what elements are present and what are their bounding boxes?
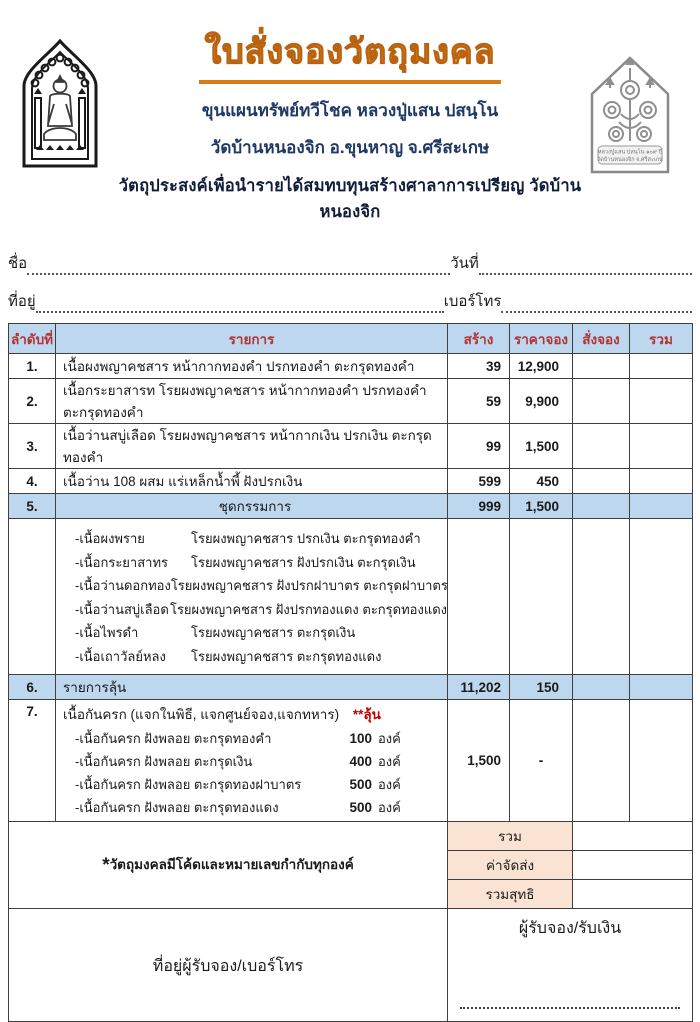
customer-info-section	[0, 225, 700, 313]
giveaway-title: เนื้อกันครก (แจกในพิธี, แจกศูนย์จอง,แจกทหาร)	[63, 707, 340, 722]
row-no-empty	[9, 519, 56, 675]
row-made: 11,202	[448, 675, 510, 700]
row-desc: เนื้อกระยาสารท โรยผงพญาคชสาร หน้ากากทองคำ ปรกทองคำ ตะกรุดทองคำ	[56, 379, 448, 424]
order-table	[8, 323, 693, 1022]
giveaway-item-name: -เนื้อกันครก ฝังพลอย ตะกรุดทองคำ	[75, 731, 272, 746]
list-item	[75, 598, 447, 622]
list-item	[75, 645, 447, 669]
set-item-desc: โรยผงพญาคชสาร ตะกรุดทองแดง	[191, 648, 382, 664]
list-item	[75, 574, 447, 598]
table-row	[9, 354, 693, 379]
row-price: 9,900	[510, 379, 573, 424]
col-header-total: รวม	[630, 324, 693, 354]
row-desc: เนื้อว่าน 108 ผสม แร่เหล็กน้ำพี้ ฝังปรกเงิน	[56, 469, 448, 494]
yantra-amulet-icon	[586, 54, 674, 178]
table-row-committee-set	[9, 494, 693, 519]
giveaway-item-name: -เนื้อกันครก ฝังพลอย ตะกรุดเงิน	[75, 754, 253, 769]
row-made: 99	[448, 424, 510, 469]
total-label: รวม	[448, 822, 573, 851]
row-no: 3.	[9, 424, 56, 469]
row-price-empty	[510, 519, 573, 675]
table-row-lucky-draw	[9, 675, 693, 700]
table-row	[9, 424, 693, 469]
page-title: ใบสั่งจองวัตถุมงคล	[199, 16, 502, 84]
col-header-order: สั่งจอง	[573, 324, 630, 354]
title-block	[118, 8, 582, 225]
row-no: 7.	[9, 700, 56, 822]
phone-label: เบอร์โทร	[443, 293, 502, 310]
amulet-caption-line2: วัดบ้านหนองจิก จ.ศรีสะเกษ	[597, 157, 663, 163]
row-no: 5.	[9, 494, 56, 519]
row-made-empty	[448, 519, 510, 675]
row-price: 150	[510, 675, 573, 700]
address-phone-line	[8, 289, 692, 313]
giveaway-header	[63, 702, 447, 727]
row-price: -	[510, 700, 573, 822]
table-row	[9, 379, 693, 424]
signature-area	[448, 913, 692, 1017]
list-item	[75, 551, 447, 575]
set-item-desc: โรยผงพญาคชสาร ฝังปรกเงิน ตะกรุดเงิน	[191, 554, 416, 570]
row-order-cell	[573, 469, 630, 494]
table-header-row	[9, 324, 693, 354]
row-no: 6.	[9, 675, 56, 700]
date-field	[479, 260, 692, 275]
shipping-value-cell	[573, 851, 693, 880]
row-total-cell	[630, 494, 693, 519]
row-made: 1,500	[448, 700, 510, 822]
row-price: 450	[510, 469, 573, 494]
row-desc: เนื้อว่านสบู่เลือด โรยผงพญาคชสาร หน้ากากเงิน ปรกเงิน ตะกรุดทองคำ	[56, 424, 448, 469]
summary-row-total	[9, 822, 693, 851]
row-total-cell	[630, 700, 693, 822]
giveaway-item-name: -เนื้อกันครก ฝังพลอย ตะกรุดทองแดง	[75, 800, 279, 815]
row-order-cell	[573, 700, 630, 822]
set-item-desc: โรยผงพญาคชสาร ปรกเงิน ตะกรุดทองคำ	[191, 531, 421, 546]
row-order-cell	[573, 354, 630, 379]
row-no: 1.	[9, 354, 56, 379]
list-item	[75, 621, 447, 645]
amulet-front-image	[14, 38, 118, 175]
name-field	[27, 260, 450, 275]
row-made: 59	[448, 379, 510, 424]
col-header-item: รายการ	[56, 324, 448, 354]
giveaway-item-name: -เนื้อกันครก ฝังพลอย ตะกรุดทองฝาบาตร	[75, 777, 302, 792]
amulet-series-name: ขุนแผนทรัพย์ทวีโชค หลวงปู่แสน ปสนฺโน	[201, 101, 499, 120]
row-order-cell	[573, 424, 630, 469]
purpose-statement: วัตถุประสงค์เพื่อนำรายได้สมทบทุนสร้างศาลาการเปรียญ วัดบ้านหนองจิก	[118, 177, 582, 221]
temple-name: วัดบ้านหนองจิก อ.ขุนหาญ จ.ศรีสะเกษ	[210, 138, 490, 157]
row-total-cell	[630, 354, 693, 379]
row-total-cell	[630, 379, 693, 424]
row-no: 2.	[9, 379, 56, 424]
table-row-giveaway	[9, 700, 693, 822]
signature-line	[460, 1007, 680, 1009]
list-item	[63, 750, 447, 773]
set-item-name: -เนื้อกระยาสาทร	[75, 554, 169, 570]
amulet-caption-line1: หลวงปู่แสน ปสนฺโน ๑๐๙ ปี	[597, 149, 663, 156]
code-note-text: วัตถุมงคลมีโค้ดและหมายเลขกำกับทุกองค์	[109, 857, 354, 872]
document-header	[0, 0, 700, 225]
address-label: ที่อยู่	[8, 293, 36, 310]
row-total-cell	[630, 519, 693, 675]
giveaway-item-unit: องค์	[378, 777, 401, 792]
footer-row	[9, 909, 693, 1022]
set-item-name: -เนื้อว่านดอกทอง	[75, 578, 171, 593]
row-made: 39	[448, 354, 510, 379]
set-item-name: -เนื้อว่านสบู่เลือด	[75, 601, 169, 617]
khun-phaen-amulet-icon	[14, 38, 106, 170]
row-desc: ชุดกรรมการ	[56, 494, 448, 519]
giveaway-item-qty: 500	[349, 777, 372, 792]
row-order-cell	[573, 494, 630, 519]
row-order-cell	[573, 519, 630, 675]
code-note-cell	[9, 822, 448, 909]
receiver-label: ผู้รับจอง/รับเงิน	[518, 920, 622, 937]
list-item	[63, 727, 447, 750]
address-field	[36, 298, 444, 313]
set-item-name: -เนื้อเถาวัลย์หลง	[75, 648, 166, 664]
lucky-badge: **ลุ้น	[352, 707, 381, 722]
shipping-label: ค่าจัดส่ง	[448, 851, 573, 880]
giveaway-item-qty: 100	[349, 731, 372, 746]
net-total-value-cell	[573, 880, 693, 909]
date-label: วันที่	[450, 255, 479, 272]
row-total-cell	[630, 424, 693, 469]
name-label: ชื่อ	[8, 255, 28, 272]
row-total-cell	[630, 469, 693, 494]
giveaway-item-qty: 500	[349, 800, 372, 815]
row-made: 999	[448, 494, 510, 519]
set-item-desc: โรยผงพญาคชสาร ฝังปรกทองแดง ตะกรุดทองแดง	[169, 601, 447, 617]
row-no: 4.	[9, 469, 56, 494]
recipient-address-cell	[9, 909, 448, 1022]
col-header-made: สร้าง	[448, 324, 510, 354]
row-total-cell	[630, 675, 693, 700]
col-header-price: ราคาจอง	[510, 324, 573, 354]
total-value-cell	[573, 822, 693, 851]
set-item-name: -เนื้อไพรดำ	[75, 625, 139, 640]
list-item	[75, 527, 447, 551]
row-made: 599	[448, 469, 510, 494]
giveaway-item-unit: องค์	[378, 731, 401, 746]
giveaway-detail-cell	[56, 700, 448, 822]
row-desc: เนื้อผงพญาคชสาร หน้ากากทองคำ ปรกทองคำ ตะกรุดทองคำ	[56, 354, 448, 379]
table-row	[9, 469, 693, 494]
list-item	[63, 773, 447, 796]
row-price: 12,900	[510, 354, 573, 379]
giveaway-item-unit: องค์	[378, 800, 401, 815]
list-item	[63, 796, 447, 819]
giveaway-item-unit: องค์	[378, 754, 401, 769]
row-price: 1,500	[510, 424, 573, 469]
net-total-label: รวมสุทธิ	[448, 880, 573, 909]
set-item-desc: โรยผงพญาคชสาร ตะกรุดเงิน	[191, 625, 356, 640]
committee-set-detail-row	[9, 519, 693, 675]
phone-field	[501, 298, 692, 313]
row-price: 1,500	[510, 494, 573, 519]
receiver-signature-cell	[448, 909, 693, 1022]
recipient-address-label: ที่อยู่ผู้รับจอง/เบอร์โทร	[152, 958, 304, 975]
name-date-line	[8, 251, 692, 275]
row-desc: รายการลุ้น	[56, 675, 448, 700]
giveaway-item-qty: 400	[349, 754, 372, 769]
row-order-cell	[573, 379, 630, 424]
set-item-name: -เนื้อผงพราย	[75, 531, 145, 546]
note-asterisk: *	[102, 855, 110, 876]
amulet-back-image	[586, 54, 700, 183]
set-item-desc: โรยผงพญาคชสาร ฝังปรกฝาบาตร ตะกรุดฝาบาตร	[170, 578, 448, 593]
row-order-cell	[573, 675, 630, 700]
col-header-no: ลำดับที่	[9, 324, 56, 354]
committee-set-list	[63, 521, 447, 672]
